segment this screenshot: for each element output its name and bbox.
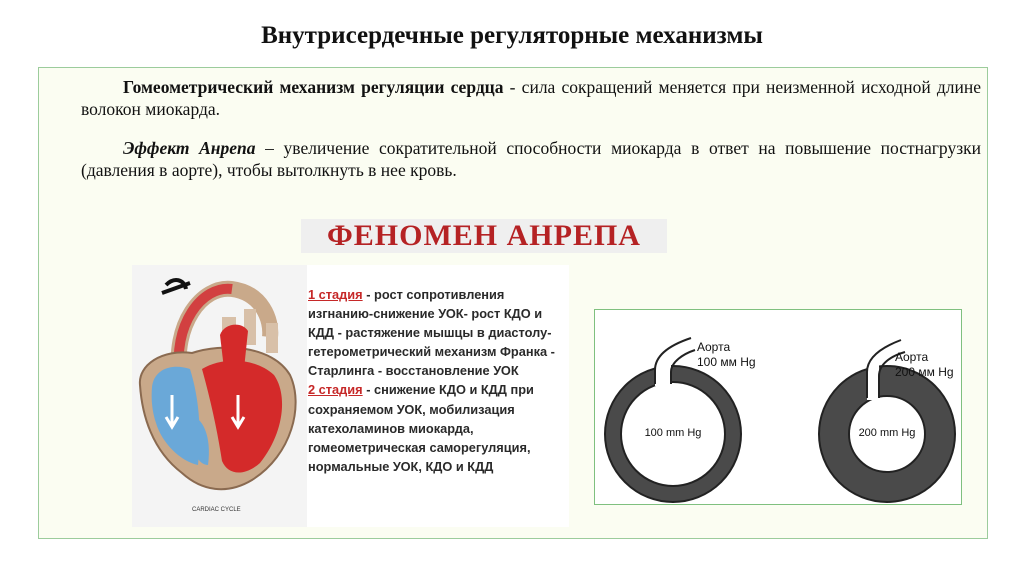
slide-title: Внутрисердечные регуляторные механизмы xyxy=(261,22,763,49)
stage1-label: 1 стадия xyxy=(308,287,363,302)
content-box xyxy=(38,67,988,539)
stage2-text: - снижение КДО и КДД при сохраняемом УОК, мобилизация катехоламинов миокарда, гомеометрическая саморегуляция, нормальные УОК, КДО и КДД xyxy=(308,382,534,474)
heart-illustration xyxy=(132,265,307,527)
anrep-term: Эффект Анрепа xyxy=(123,138,256,158)
paragraph-homeometric xyxy=(81,76,981,120)
left-aorta-label: Аорта 100 мм Hg xyxy=(697,340,756,369)
heart-caption: CARDIAC CYCLE xyxy=(192,507,241,513)
homeometric-term: Гомеометрический механизм регуляции сердца xyxy=(123,77,504,97)
right-inner-pressure: 200 mm Hg xyxy=(858,427,916,439)
stages-text xyxy=(308,285,570,476)
pressure-rings-figure xyxy=(594,309,962,505)
right-aorta-label: Аорта 200 мм Hg xyxy=(895,350,954,379)
paragraph-anrep xyxy=(81,137,981,181)
stage1-text: - рост сопротивления изгнанию-снижение УОК- рост КДО и КДД - растяжение мышцы в диастолу- гетерометрический механизм Франка - Старлинга - восстановление УОК xyxy=(308,287,555,379)
left-inner-pressure: 100 mm Hg xyxy=(644,427,702,439)
rings-drawing xyxy=(595,310,963,506)
anrep-banner: ФЕНОМЕН АНРЕПА xyxy=(301,219,667,253)
anrep-text: – увеличение сократительной способности миокарда в ответ на повышение постнагрузки (давления в аорте), чтобы вытолкнуть в нее кровь. xyxy=(81,138,981,180)
heart-figure-card xyxy=(132,265,569,527)
stage2-label: 2 стадия xyxy=(308,382,363,398)
homeometric-text: - сила сокращений меняется при неизменной исходной длине волокон миокарда. xyxy=(81,77,981,119)
